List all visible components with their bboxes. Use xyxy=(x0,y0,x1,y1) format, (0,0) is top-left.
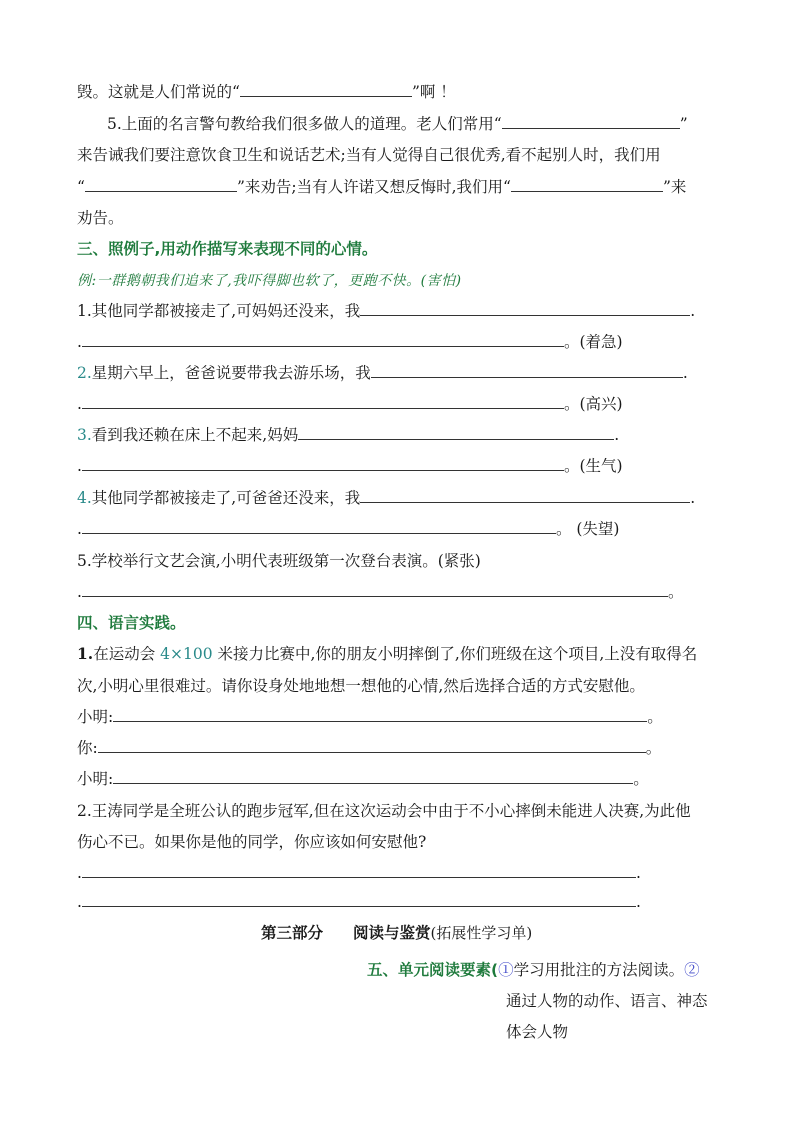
s4-q1-num: 1. xyxy=(77,644,94,663)
s3-item5-blank[interactable] xyxy=(82,581,668,597)
s4-dialog-3 xyxy=(77,768,649,790)
s3-item4-num: 4. xyxy=(77,489,92,507)
dialog-end-3: 。 xyxy=(633,770,649,788)
s3-item4-line1 xyxy=(77,487,695,509)
section5-line1 xyxy=(367,959,700,981)
s4-q1-text-a: 在运动会 xyxy=(93,645,161,663)
part3-title: 第三部分 xyxy=(261,924,324,942)
q5-blank-1[interactable] xyxy=(502,113,680,129)
answer-prefix-2: . xyxy=(77,893,82,911)
q5-text-3: ”来劝告;当有人许诺又想反悔时,我们用“ xyxy=(236,178,511,196)
s4-answer-line-2 xyxy=(77,891,641,913)
q4-tail-text: 毁。这就是人们常说的“ xyxy=(77,83,240,101)
answer-end-1: . xyxy=(635,864,641,882)
s3-item3-line2: . 。(生气) xyxy=(77,457,623,475)
dialog-blank-3[interactable] xyxy=(113,768,633,784)
s4-q1-line1 xyxy=(77,643,697,665)
dialog-blank-2[interactable] xyxy=(98,737,646,753)
s4-dialog-1 xyxy=(77,706,663,728)
section4-title: 四、语言实践。 xyxy=(77,614,186,632)
s3-item3-emotion: 。(生气) xyxy=(563,457,623,475)
speaker-xiaoming-2: 小明: xyxy=(77,770,114,788)
q5-line1 xyxy=(107,113,688,135)
s3-item3-text: 看到我还赖在床上不起来,妈妈 xyxy=(91,426,299,444)
s4-q1-relay: 4×100 xyxy=(160,645,213,663)
s3-item4-end: . xyxy=(690,489,696,507)
q5-close-1: ” xyxy=(679,115,688,133)
q5-line4: 劝告。 xyxy=(77,209,124,227)
s4-q1-line2: 次,小明心里很难过。请你设身处地地想一想他的心情,然后选择合适的方式安慰他。 xyxy=(77,677,645,695)
s3-item3-blank-2[interactable] xyxy=(82,455,564,471)
s3-item1-line2: . 。(着急) xyxy=(77,333,623,351)
s3-item5-line1: 5.学校举行文艺会演,小明代表班级第一次登台表演。(紧张) xyxy=(77,552,481,570)
answer-end-2: . xyxy=(635,893,641,911)
q5-line3 xyxy=(77,176,686,198)
section5-point1-marker: ① xyxy=(498,961,514,979)
answer-blank-1[interactable] xyxy=(82,862,636,878)
s3-item1-end: . xyxy=(690,302,696,320)
speaker-you: 你: xyxy=(77,739,98,757)
q5-blank-2[interactable] xyxy=(85,176,237,192)
s4-q1-text-b: 米接力比赛中,你的朋友小明摔倒了,你们班级在这个项目,上没有取得名 xyxy=(212,645,698,663)
dialog-end-2: 。 xyxy=(645,739,662,757)
s3-item2-line1 xyxy=(77,362,688,384)
q5-text-1: 5.上面的名言警句教给我们很多做人的道理。老人们常用“ xyxy=(107,115,502,133)
part3-subtitle: 阅读与鉴赏 xyxy=(353,924,431,942)
q5-line2: 来告诫我们要注意饮食卫生和说话艺术;当有人觉得自己很优秀,看不起别人时，我们用 xyxy=(77,146,661,164)
s3-item3-line1 xyxy=(77,424,619,446)
dialog-blank-1[interactable] xyxy=(113,706,647,722)
s3-item1-blank-1[interactable] xyxy=(360,300,690,316)
speaker-xiaoming-1: 小明: xyxy=(77,708,114,726)
answer-blank-2[interactable] xyxy=(82,891,636,907)
section5-point2-marker: ② xyxy=(684,961,700,979)
q5-open-3: “ xyxy=(77,178,85,196)
s4-q2-line2: 伤心不已。如果你是他的同学，你应该如何安慰他? xyxy=(77,833,427,851)
s3-item4-blank-1[interactable] xyxy=(360,487,690,503)
s3-item1-emotion: 。(着急) xyxy=(563,333,623,351)
s3-item2-emotion: 。(高兴) xyxy=(563,395,623,413)
q4-tail-close: ”啊 ！ xyxy=(411,83,456,101)
dialog-end-1: 。 xyxy=(647,708,663,726)
s3-item4-text: 其他同学都被接走了,可爸爸还没来，我 xyxy=(91,489,361,507)
section3-title: 三、照例子,用动作描写来表现不同的心情。 xyxy=(77,240,378,258)
q4-tail-line xyxy=(77,81,456,103)
q5-end-3: ”来 xyxy=(662,178,687,196)
s3-item2-text: 星期六早上，爸爸说要带我去游乐场，我 xyxy=(91,364,371,382)
s3-item1-blank-2[interactable] xyxy=(82,331,564,347)
section5-point1-text: 学习用批注的方法阅读。 xyxy=(513,961,685,979)
s3-item5-line2: . 。 xyxy=(77,583,684,601)
s4-answer-line-1 xyxy=(77,862,641,884)
q5-blank-3[interactable] xyxy=(511,176,663,192)
s3-item3-end: . xyxy=(614,426,620,444)
s3-item4-blank-2[interactable] xyxy=(82,518,556,534)
s3-item1-num: 1. xyxy=(77,302,92,320)
s3-item4-emotion: 。 (失望) xyxy=(555,520,620,538)
s3-item2-blank-1[interactable] xyxy=(371,362,683,378)
section5-line2: 通过人物的动作、语言、神态 xyxy=(506,992,708,1010)
section5-line3: 体会人物 xyxy=(506,1023,569,1041)
s3-item2-line2: . 。(高兴) xyxy=(77,395,623,413)
s3-item4-line2: . 。 (失望) xyxy=(77,520,620,538)
answer-prefix-1: . xyxy=(77,864,82,882)
s3-item5-end: 。 xyxy=(667,583,684,601)
part3-heading xyxy=(261,922,532,944)
s4-dialog-2 xyxy=(77,737,661,759)
s3-item2-end: . xyxy=(682,364,688,382)
s3-item2-blank-2[interactable] xyxy=(82,393,564,409)
section5-title: 五、单元阅读要素( xyxy=(367,961,499,979)
part3-paren: (拓展性学习单) xyxy=(430,924,533,942)
s3-item3-num: 3. xyxy=(77,426,92,444)
section3-example: 例:一群鹅朝我们追来了,我吓得脚也软了，更跑不快。(害怕) xyxy=(77,273,462,289)
s4-q2-line1: 2.王涛同学是全班公认的跑步冠军,但在这次运动会中由于不小心摔倒未能进人决赛,为此他 xyxy=(77,802,691,820)
s3-item1-line1 xyxy=(77,300,695,322)
s3-item2-num: 2. xyxy=(77,364,92,382)
s3-item1-text: 其他同学都被接走了,可妈妈还没来，我 xyxy=(91,302,361,320)
q4-blank[interactable] xyxy=(240,81,412,97)
s3-item3-blank-1[interactable] xyxy=(298,424,614,440)
